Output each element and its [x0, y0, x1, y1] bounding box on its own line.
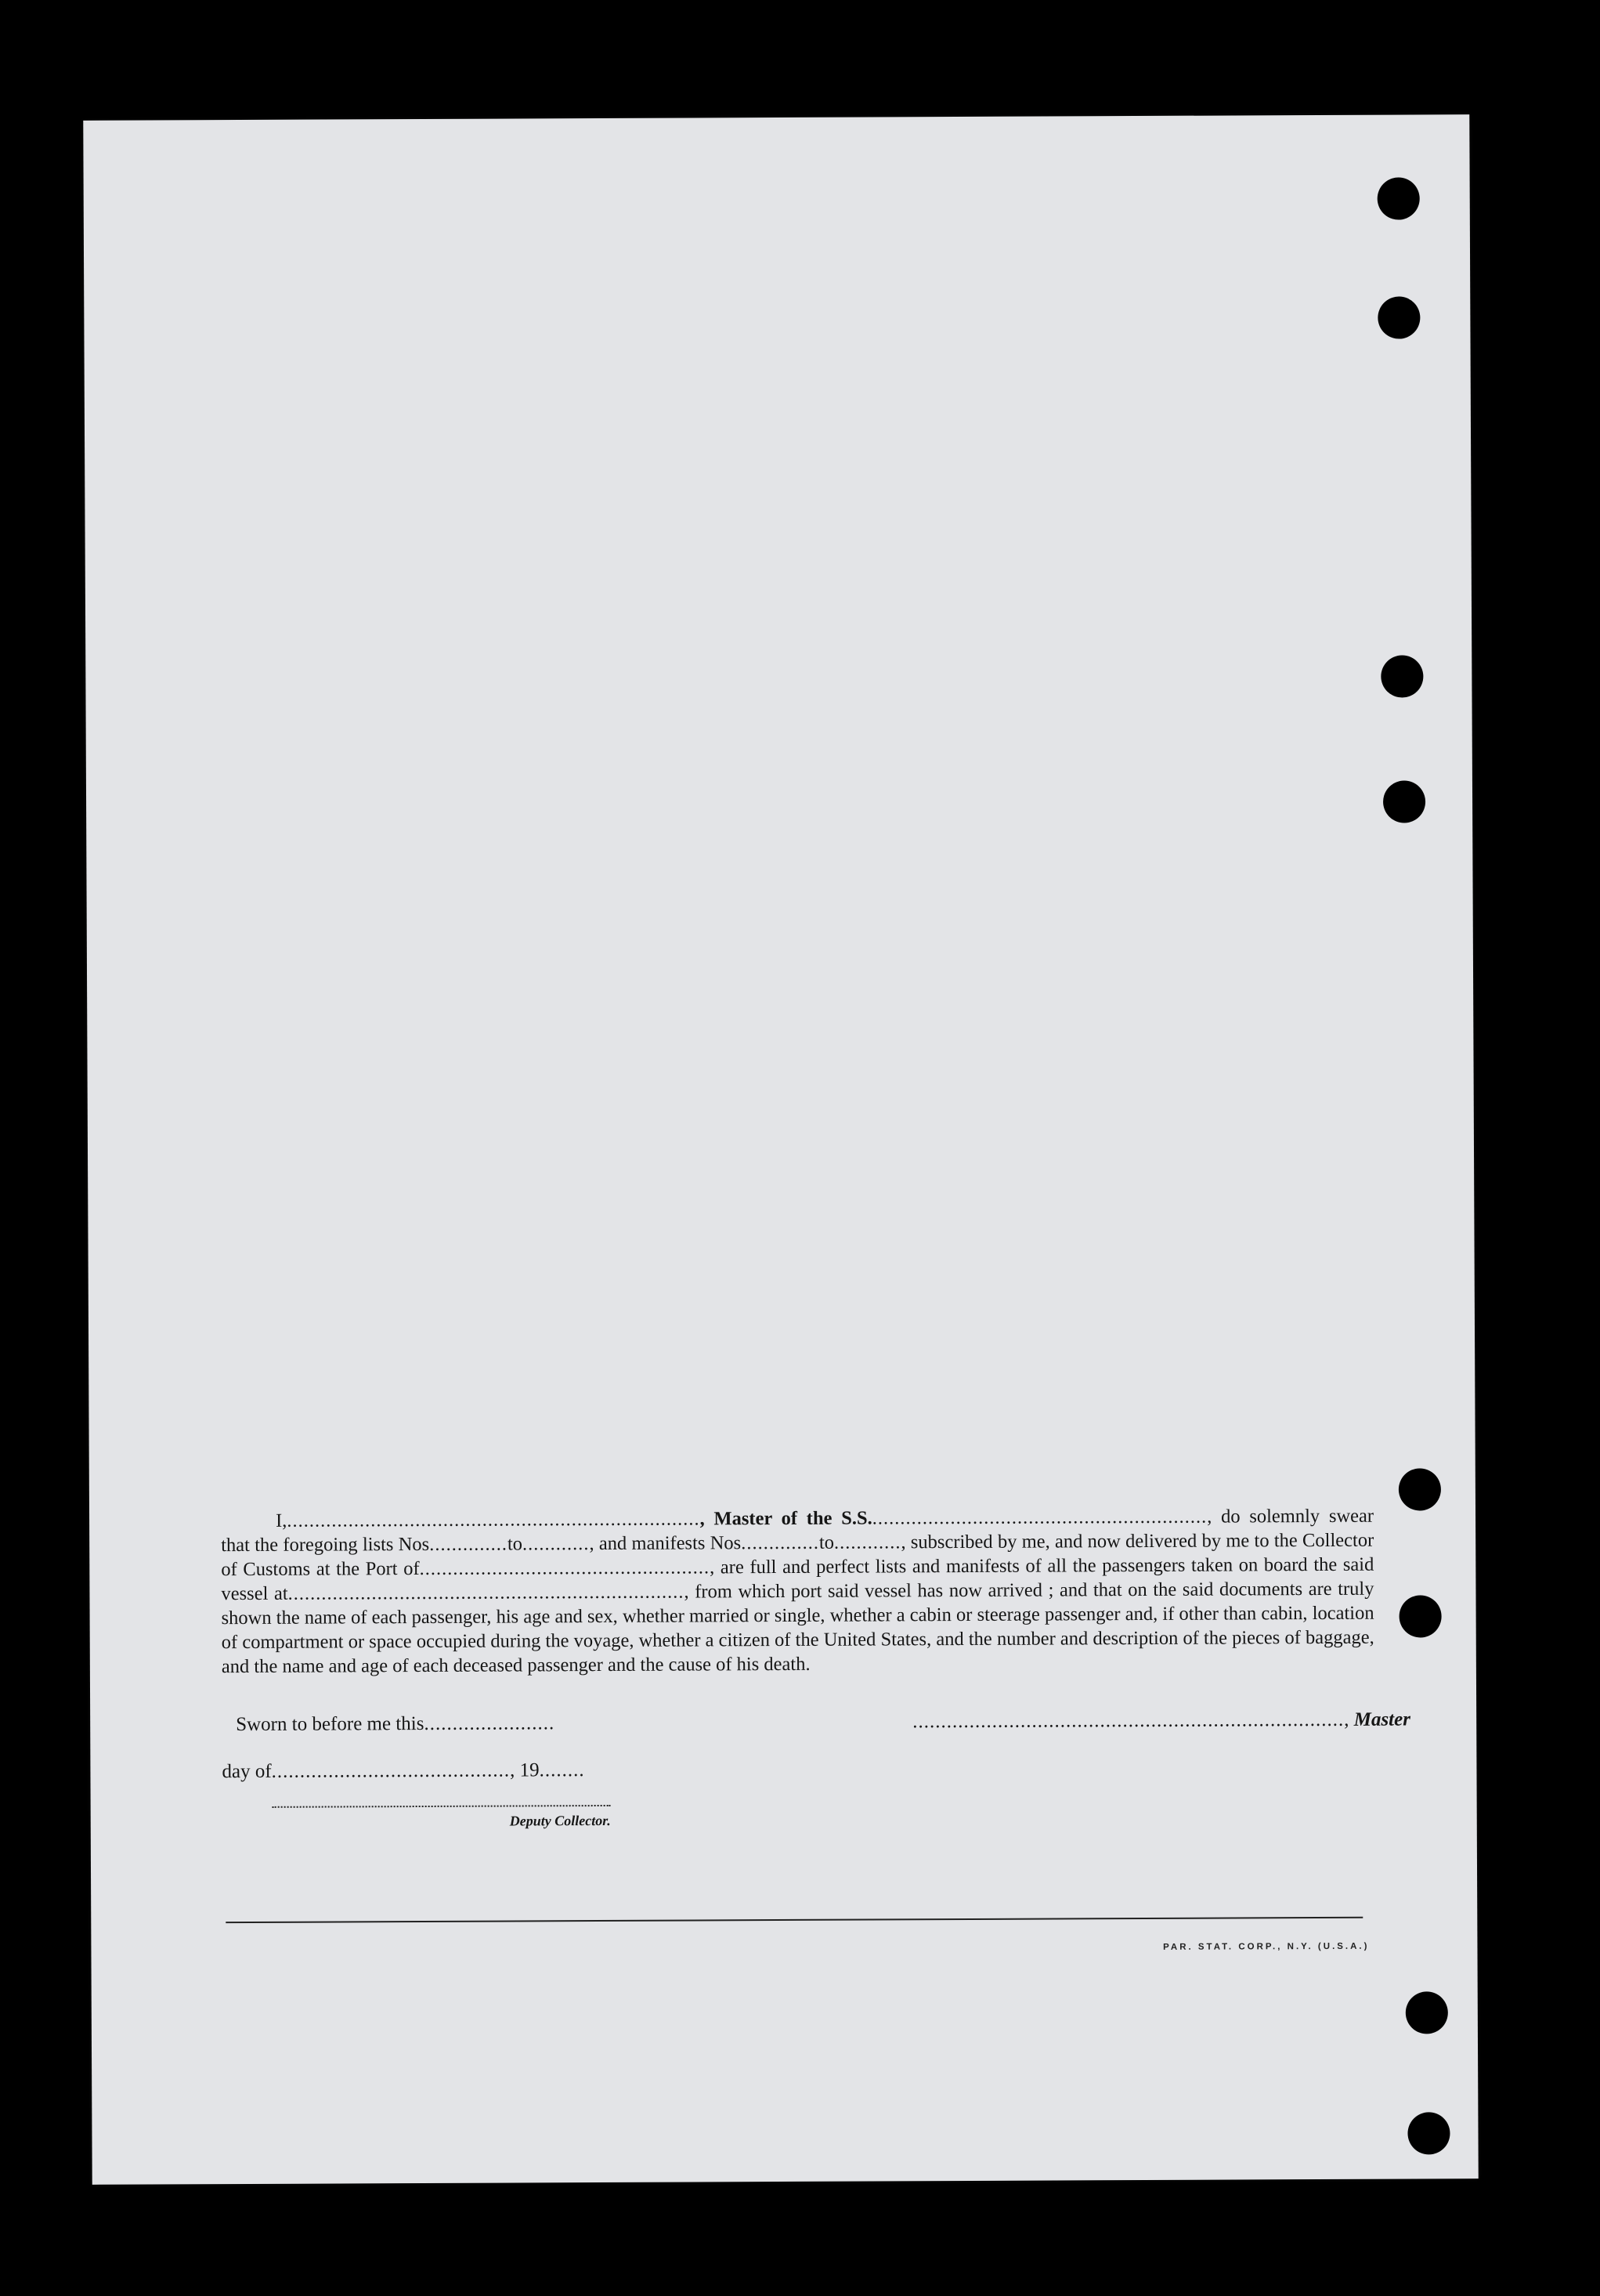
day-row — [222, 1759, 584, 1783]
day-label: day of — [222, 1760, 272, 1783]
oath-line2-to2: to — [818, 1531, 835, 1553]
oath-line2-to1: to — [507, 1533, 523, 1555]
punch-hole — [1378, 177, 1420, 219]
lists-to-blank: ............ — [522, 1533, 590, 1555]
punch-hole — [1399, 1468, 1441, 1510]
master-signature-blank: ............................................................................ — [912, 1708, 1345, 1733]
year-blank: ........ — [539, 1759, 585, 1781]
oath-line4-b: , from which — [684, 1580, 786, 1603]
printer-mark: PAR. STAT. CORP., N.Y. (U.S.A.) — [1163, 1941, 1370, 1952]
port-blank: .................................................... — [419, 1557, 710, 1580]
oath-line2-c: , subscribed by me, and now — [901, 1531, 1121, 1553]
manifests-from-blank: .............. — [741, 1531, 819, 1554]
lists-from-blank: .............. — [429, 1533, 507, 1555]
embarkation-port-blank: ....................................................................... — [287, 1581, 684, 1604]
punch-hole — [1381, 655, 1423, 697]
master-label: Master — [1353, 1708, 1410, 1730]
oath-line3-b: , are full and perfect lists and — [710, 1556, 941, 1578]
oath-line1-mid: , Master of the S.S. — [699, 1507, 872, 1530]
day-blank: .......................................... — [271, 1759, 511, 1782]
punch-hole — [1378, 296, 1420, 338]
year-prefix: , 19 — [510, 1759, 540, 1781]
punch-hole — [1383, 780, 1425, 823]
oath-rest: port said vessel has now arrived ; and that on the said documents are truly shown the name of each passenger, his age and sex, whether married or single, whether a cabin or steerage passenger and, if other than cabin, location of compartment or space occupied during the voyage, whether a citizen of the United States, and the number and description of the pieces of baggage, and the name and age of each deceased passenger and the cause of his death. — [221, 1578, 1374, 1678]
master-signature: ............................................................................, Master — [912, 1708, 1410, 1733]
oath-line2-a: swear that the foregoing lists Nos — [221, 1505, 1374, 1557]
bottom-rule — [226, 1917, 1363, 1923]
oath-line4-a: manifests of all the passengers taken on board the said vessel at — [221, 1553, 1374, 1605]
sworn-row — [236, 1712, 554, 1736]
deputy-signature-line — [273, 1805, 611, 1808]
oath-line2-b: , and manifests Nos — [589, 1532, 742, 1555]
manifest-page — [83, 114, 1478, 2185]
ship-name-blank: ............................................................ — [872, 1506, 1208, 1529]
punch-hole — [1406, 1991, 1448, 2034]
oath-line1-end: , do solemnly — [1207, 1506, 1320, 1528]
sworn-date-blank: ....................... — [424, 1712, 555, 1734]
deputy-collector-label: Deputy Collector. — [509, 1812, 611, 1829]
punch-hole — [1407, 2112, 1450, 2154]
oath-line3-a: delivered by me to the Collector of Customs at the Port of — [221, 1529, 1374, 1581]
master-name-blank: .......................................................................... — [287, 1508, 700, 1531]
manifests-to-blank: ............ — [833, 1531, 901, 1553]
sworn-label: Sworn to before me this — [236, 1712, 424, 1736]
punch-hole — [1399, 1595, 1441, 1637]
master-oath-paragraph — [221, 1504, 1374, 1679]
oath-line1-start: I, — [276, 1510, 287, 1531]
